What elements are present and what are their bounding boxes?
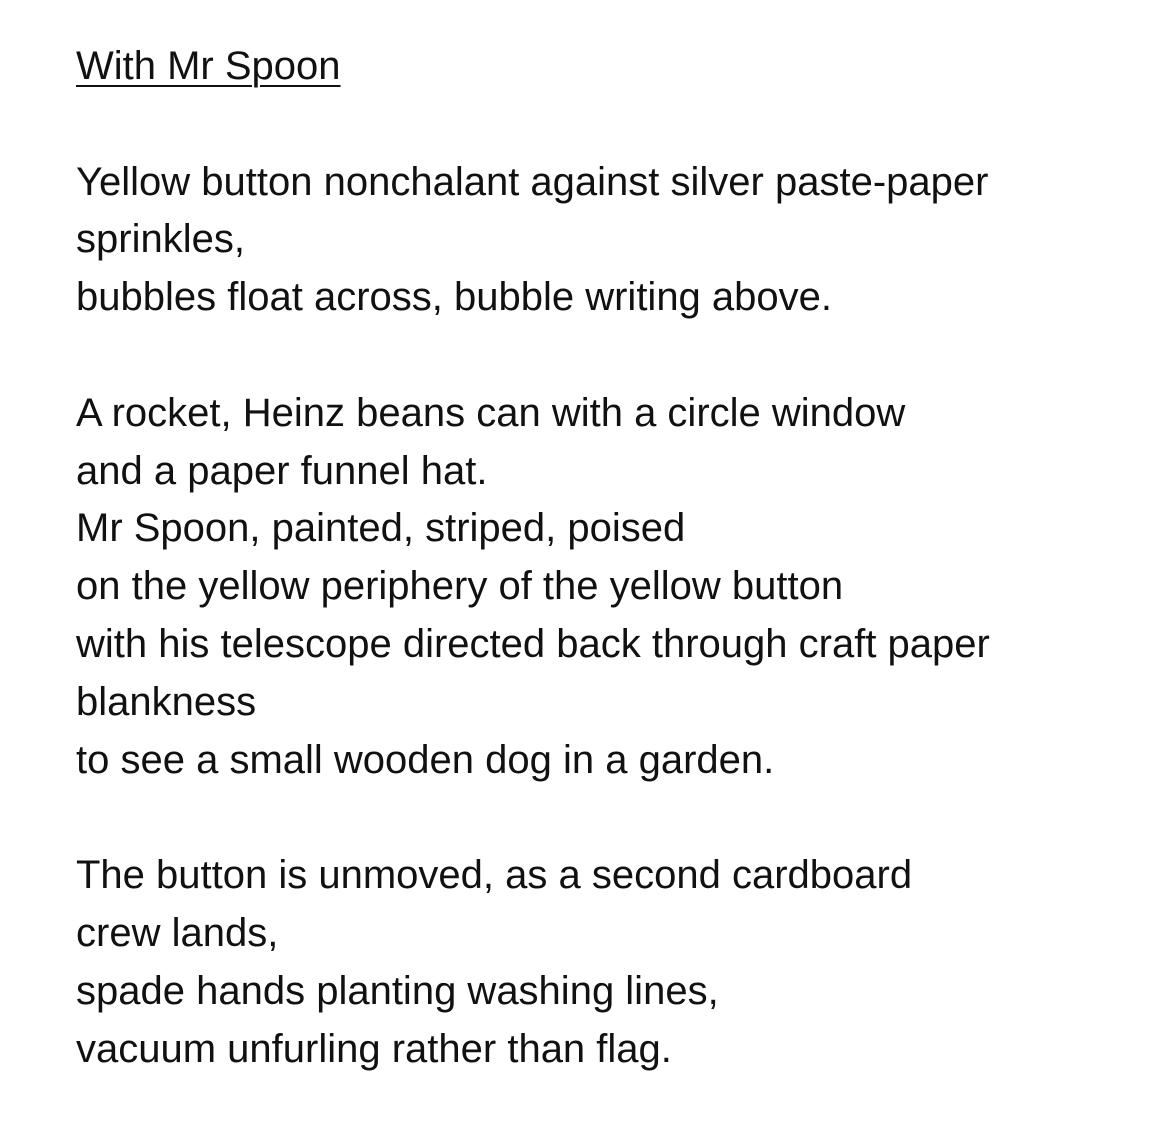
stanza-gap bbox=[76, 327, 1136, 385]
poem-line: bubbles float across, bubble writing above. bbox=[76, 275, 833, 320]
stanza-gap bbox=[76, 789, 1136, 847]
poem-line: on the yellow periphery of the yellow button bbox=[76, 564, 844, 609]
stanza-gap bbox=[76, 96, 1136, 154]
stanza-1 bbox=[76, 154, 1136, 327]
poem-line: crew lands, bbox=[76, 910, 279, 955]
poem-line: spade hands planting washing lines, bbox=[76, 968, 719, 1013]
poem-line: to see a small wooden dog in a garden. bbox=[76, 737, 775, 782]
poem-line: sprinkles, bbox=[76, 217, 245, 262]
poem-line: with his telescope directed back through craft paper bbox=[76, 621, 990, 666]
poem-line: blankness bbox=[76, 679, 257, 724]
poem-line: A rocket, Heinz beans can with a circle window bbox=[76, 390, 906, 435]
poem-title: With Mr Spoon bbox=[76, 44, 341, 88]
stanza-2 bbox=[76, 385, 1136, 790]
poem-line: Mr Spoon, painted, striped, poised bbox=[76, 506, 686, 551]
poem-line: vacuum unfurling rather than flag. bbox=[76, 1026, 672, 1071]
stanza-3 bbox=[76, 847, 1136, 1078]
poem-page bbox=[76, 38, 1136, 1078]
poem-line: and a paper funnel hat. bbox=[76, 448, 488, 493]
poem-line: Yellow button nonchalant against silver paste-paper bbox=[76, 159, 989, 204]
poem-line: The button is unmoved, as a second cardboard bbox=[76, 853, 913, 898]
